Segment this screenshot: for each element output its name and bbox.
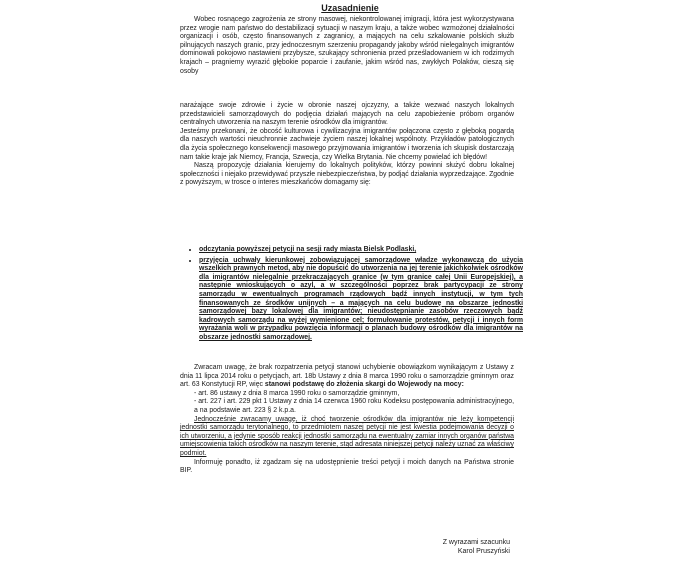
demands-list xyxy=(183,246,523,345)
zwracam-bold-text: stanowi podstawę do złożenia skargi do Wojewody na mocy: xyxy=(264,381,464,389)
demand-item: • odczytania powyższej petycji na sesji rady miasta Bielsk Podlaski, xyxy=(199,246,523,255)
intro-text: Wobec rosnącego zagrożenia ze strony masowej, niekontrolowanej imigracji, która jest wykorzystywana przez wrogie nam państwo do destabilizacji sytuacji w naszym kraju, a także wobec wzmożonej działalności organizacji i osób, często finansowanych z zagranicy, a mających na celu szkalowanie polskich służb pilnujących naszych granic, przy jednoczesnym szerzeniu propagandy jakoby wśród nielegalnych imigrantów dominowali pokojowo nastawieni przybysze, szukający schronienia przed prześladowaniem w ich rodzimych krajach – pragniemy wyrazić głębokie poparcie i zaufanie, jakim wśród nas, zwykłych Polaków, cieszą się osoby xyxy=(180,16,514,75)
legal-basis-1: - art. 86 ustawy z dnia 8 marca 1990 roku o samorządzie gminnym, xyxy=(194,389,400,397)
paragraph-propozycje: Naszą propozycję działania kierujemy do lokalnych polityków, którzy powinni służyć dobru lokalnej społeczności i niejako przewidywać przyszłe niebezpieczeństwa, by podjąć działania wyprzedzające. Zgodnie z powyższym, w trosce o interes mieszkańców domagamy się: xyxy=(180,162,514,187)
demand-item: • przyjęcia uchwały kierunkowej zobowiązującej samorządowe władze wykonawczą do użycia wszelkich prawnych metod, aby nie dopuścić do utworzenia na jej terenie jakichkolwiek ośrodków dla imigrantów nielegalnie przekraczających granice (w tym granice całej Unii Europejskiej), a następnie wnioskujących o azyl, a w szczególności poprzez brak partycypacji ze strony samorządu w ewentualnych programach rządowych bądź innych instytucji, w tym tych finansowanych ze środków unijnych – a mających na celu budowę na obszarze jednostki samorządowej bazy lokalowej dla imigrantów; nieudostępnianie zasobów rzeczowych bądź kadrowych samorządu na wyżej wymienione cel; formułowanie protestów, petycji i innych form wyrażania woli w przypadku powzięcia informacji o planach budowy ośrodków dla imigrantów na obszarze jednostki samorządowej. xyxy=(199,257,523,343)
signature-name: Karol Pruszyński xyxy=(457,548,510,555)
paragraph-informuje: Informuję ponadto, iż zgadzam się na udostępnienie treści petycji i moich danych na Państwa stronie BIP. xyxy=(180,458,514,475)
paragraph-zwracam xyxy=(180,364,514,476)
signature-block xyxy=(418,538,510,556)
paragraph-jestesmy: Jesteśmy przekonani, że obcość kulturowa i cywilizacyjna imigrantów połączona często z głęboką pogardą dla naszych wartości nieuchronnie zachwieje życiem naszej lokalnej wspólnoty. Przykładów patologicznych dla życia społecznego konsekwencji masowego przyjmowania imigrantów i tworzenia ich skupisk dostarczają nam takie kraje jak Niemcy, Francja, Szwecja, czy Wielka Brytania. Nie chcemy powielać ich błędów! xyxy=(180,127,514,161)
document-title: Uzasadnienie xyxy=(321,3,379,13)
paragraph-jednoczesnie: Jednocześnie zwracamy uwagę, iż choć tworzenie ośrodków dla imigrantów nie leży kompetencji jednostki samorządu terytorialnego, to przedmiotem naszej petycji nie jest kwestia podejmowania decyzji o ich utworzeniu, a jedynie sposób reakcji jednostki samorządu na ewentualny zamiar innych organów państwa umiejscowienia takich ośrodków na naszym terenie, stąd adresata niniejszej petycji należy uznać za właściwy podmiot. xyxy=(180,415,514,457)
zwracam-text: Zwracam uwagę, że brak rozpatrzenia petycji stanowi uchybienie obowiązkom wynikającym z Ustawy z dnia 11 lipca 2014 roku o petycjach, art. 18b Ustawy z dnia 8 marca 1990 roku o samorządzie gminnym oraz art. 63 Konstytucji RP, więc xyxy=(180,364,514,389)
paragraph-continuation xyxy=(180,102,514,188)
closing-text: Z wyrazami szacunku xyxy=(442,539,510,546)
continuation-text: narażające swoje zdrowie i życie w obronie naszej ojczyzny, a także wezwać naszych lokalnych przedstawicieli samorządowych do podjęcia działań mających na celu zapobieżenie próbom organów centralnych utworzenia na naszym terenie ośrodków dla imigrantów. xyxy=(180,102,514,127)
paragraph-intro xyxy=(180,16,514,76)
zwracam-block xyxy=(180,364,514,390)
legal-basis-2: - art. 227 i art. 229 pkt 1 Ustawy z dnia 14 czerwca 1960 roku Kodeksu postępowania administracyjnego, a na podstawie art. 223 § 2 k.p.a. xyxy=(194,398,514,414)
